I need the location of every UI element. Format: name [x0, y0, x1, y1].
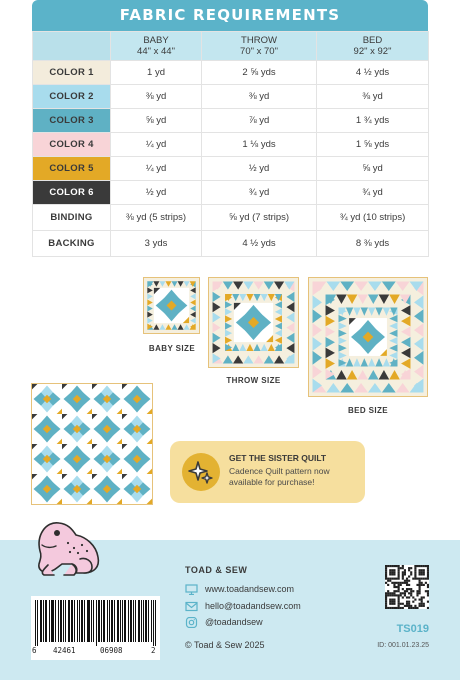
- color-3-baby-cell: ⅝ yd: [111, 109, 202, 133]
- color-5-row: [33, 157, 429, 181]
- color-1-bed-cell: 4 ½ yds: [317, 61, 429, 85]
- product-id: ID: 001.01.23.25: [377, 642, 429, 649]
- sister-quilt-image: [31, 383, 153, 505]
- fabric-requirements-table: [32, 0, 428, 257]
- backing-bed-cell: 8 ⅜ yds: [317, 231, 429, 257]
- barcode-digits-2: 42461: [53, 646, 76, 655]
- header-throw: THROW 70" x 70": [202, 32, 317, 61]
- header-baby: BABY 44" x 44": [111, 32, 202, 61]
- color-3-row: [33, 109, 429, 133]
- baby-size-label: BABY SIZE: [148, 344, 196, 353]
- sister-title: GET THE SISTER QUILT: [229, 453, 327, 463]
- color-5-baby-cell: ¼ yd: [111, 157, 202, 181]
- barcode-digit-4: 2: [151, 646, 156, 655]
- color-4-label: COLOR 4: [33, 133, 111, 157]
- color-3-bed-cell: 1 ¾ yds: [317, 109, 429, 133]
- color-6-baby-cell: ½ yd: [111, 181, 202, 205]
- brand-name: TOAD & SEW: [185, 565, 248, 575]
- color-5-throw-cell: ½ yd: [202, 157, 317, 181]
- color-5-bed-cell: ⅝ yd: [317, 157, 429, 181]
- throw-size-label: THROW SIZE: [226, 376, 281, 385]
- sister-quilt-drawing: [32, 384, 152, 504]
- backing-row: [33, 231, 429, 257]
- color-6-label: COLOR 6: [33, 181, 111, 205]
- color-2-throw-cell: ⅜ yd: [202, 85, 317, 109]
- binding-row: [33, 205, 429, 231]
- email-text: hello@toadandsew.com: [205, 601, 301, 611]
- color-6-row: [33, 181, 429, 205]
- barcode-digits-3: 06908: [100, 646, 123, 655]
- copyright: © Toad & Sew 2025: [185, 640, 265, 650]
- color-1-row: [33, 61, 429, 85]
- frog-logo: [32, 515, 106, 581]
- backing-throw-cell: 4 ½ yds: [202, 231, 317, 257]
- color-5-label: COLOR 5: [33, 157, 111, 181]
- color-4-baby-cell: ¼ yd: [111, 133, 202, 157]
- instagram-text: @toadandsew: [205, 617, 263, 627]
- backing-label: BACKING: [33, 231, 111, 257]
- barcode-bars: [35, 600, 156, 646]
- binding-throw-cell: ⅝ yd (7 strips): [202, 205, 317, 231]
- binding-label: BINDING: [33, 205, 111, 231]
- color-1-throw-cell: 2 ⅝ yds: [202, 61, 317, 85]
- header-row: [33, 32, 429, 61]
- quilt-bed-image: [308, 277, 428, 397]
- quilt-throw-image: [208, 277, 299, 368]
- quilt-baby-drawing: [144, 278, 199, 333]
- color-2-row: [33, 85, 429, 109]
- bed-size-label: BED SIZE: [347, 406, 389, 415]
- header-bed: BED 92" x 92": [317, 32, 429, 61]
- product-code: TS019: [396, 623, 429, 635]
- barcode-digit-1: 6: [32, 646, 37, 655]
- color-4-throw-cell: 1 ⅛ yds: [202, 133, 317, 157]
- instagram-icon: [185, 617, 198, 628]
- header-blank: [33, 32, 111, 61]
- quilt-throw-drawing: [209, 278, 298, 367]
- color-3-throw-cell: ⅞ yd: [202, 109, 317, 133]
- color-2-label: COLOR 2: [33, 85, 111, 109]
- monitor-icon: [185, 584, 198, 595]
- website-text: www.toadandsew.com: [205, 584, 295, 594]
- sister-quilt-card[interactable]: [170, 441, 365, 503]
- color-6-throw-cell: ¾ yd: [202, 181, 317, 205]
- binding-bed-cell: ¾ yd (10 strips): [317, 205, 429, 231]
- color-6-bed-cell: ¾ yd: [317, 181, 429, 205]
- sister-description: Cadence Quilt pattern now available for purchase!: [229, 466, 330, 487]
- color-2-baby-cell: ⅜ yd: [111, 85, 202, 109]
- sparkle-icon: [182, 453, 220, 491]
- quilt-baby-image: [143, 277, 200, 334]
- qr-code[interactable]: [385, 565, 429, 609]
- color-4-bed-cell: 1 ⅝ yds: [317, 133, 429, 157]
- backing-baby-cell: 3 yds: [111, 231, 202, 257]
- color-1-baby-cell: 1 yd: [111, 61, 202, 85]
- color-4-row: [33, 133, 429, 157]
- barcode: [31, 596, 160, 660]
- color-2-bed-cell: ⅜ yd: [317, 85, 429, 109]
- email-icon: [185, 601, 198, 612]
- color-3-label: COLOR 3: [33, 109, 111, 133]
- color-1-label: COLOR 1: [33, 61, 111, 85]
- table-title: FABRIC REQUIREMENTS: [32, 0, 428, 31]
- binding-baby-cell: ⅜ yd (5 strips): [111, 205, 202, 231]
- quilt-bed-drawing: [309, 278, 427, 396]
